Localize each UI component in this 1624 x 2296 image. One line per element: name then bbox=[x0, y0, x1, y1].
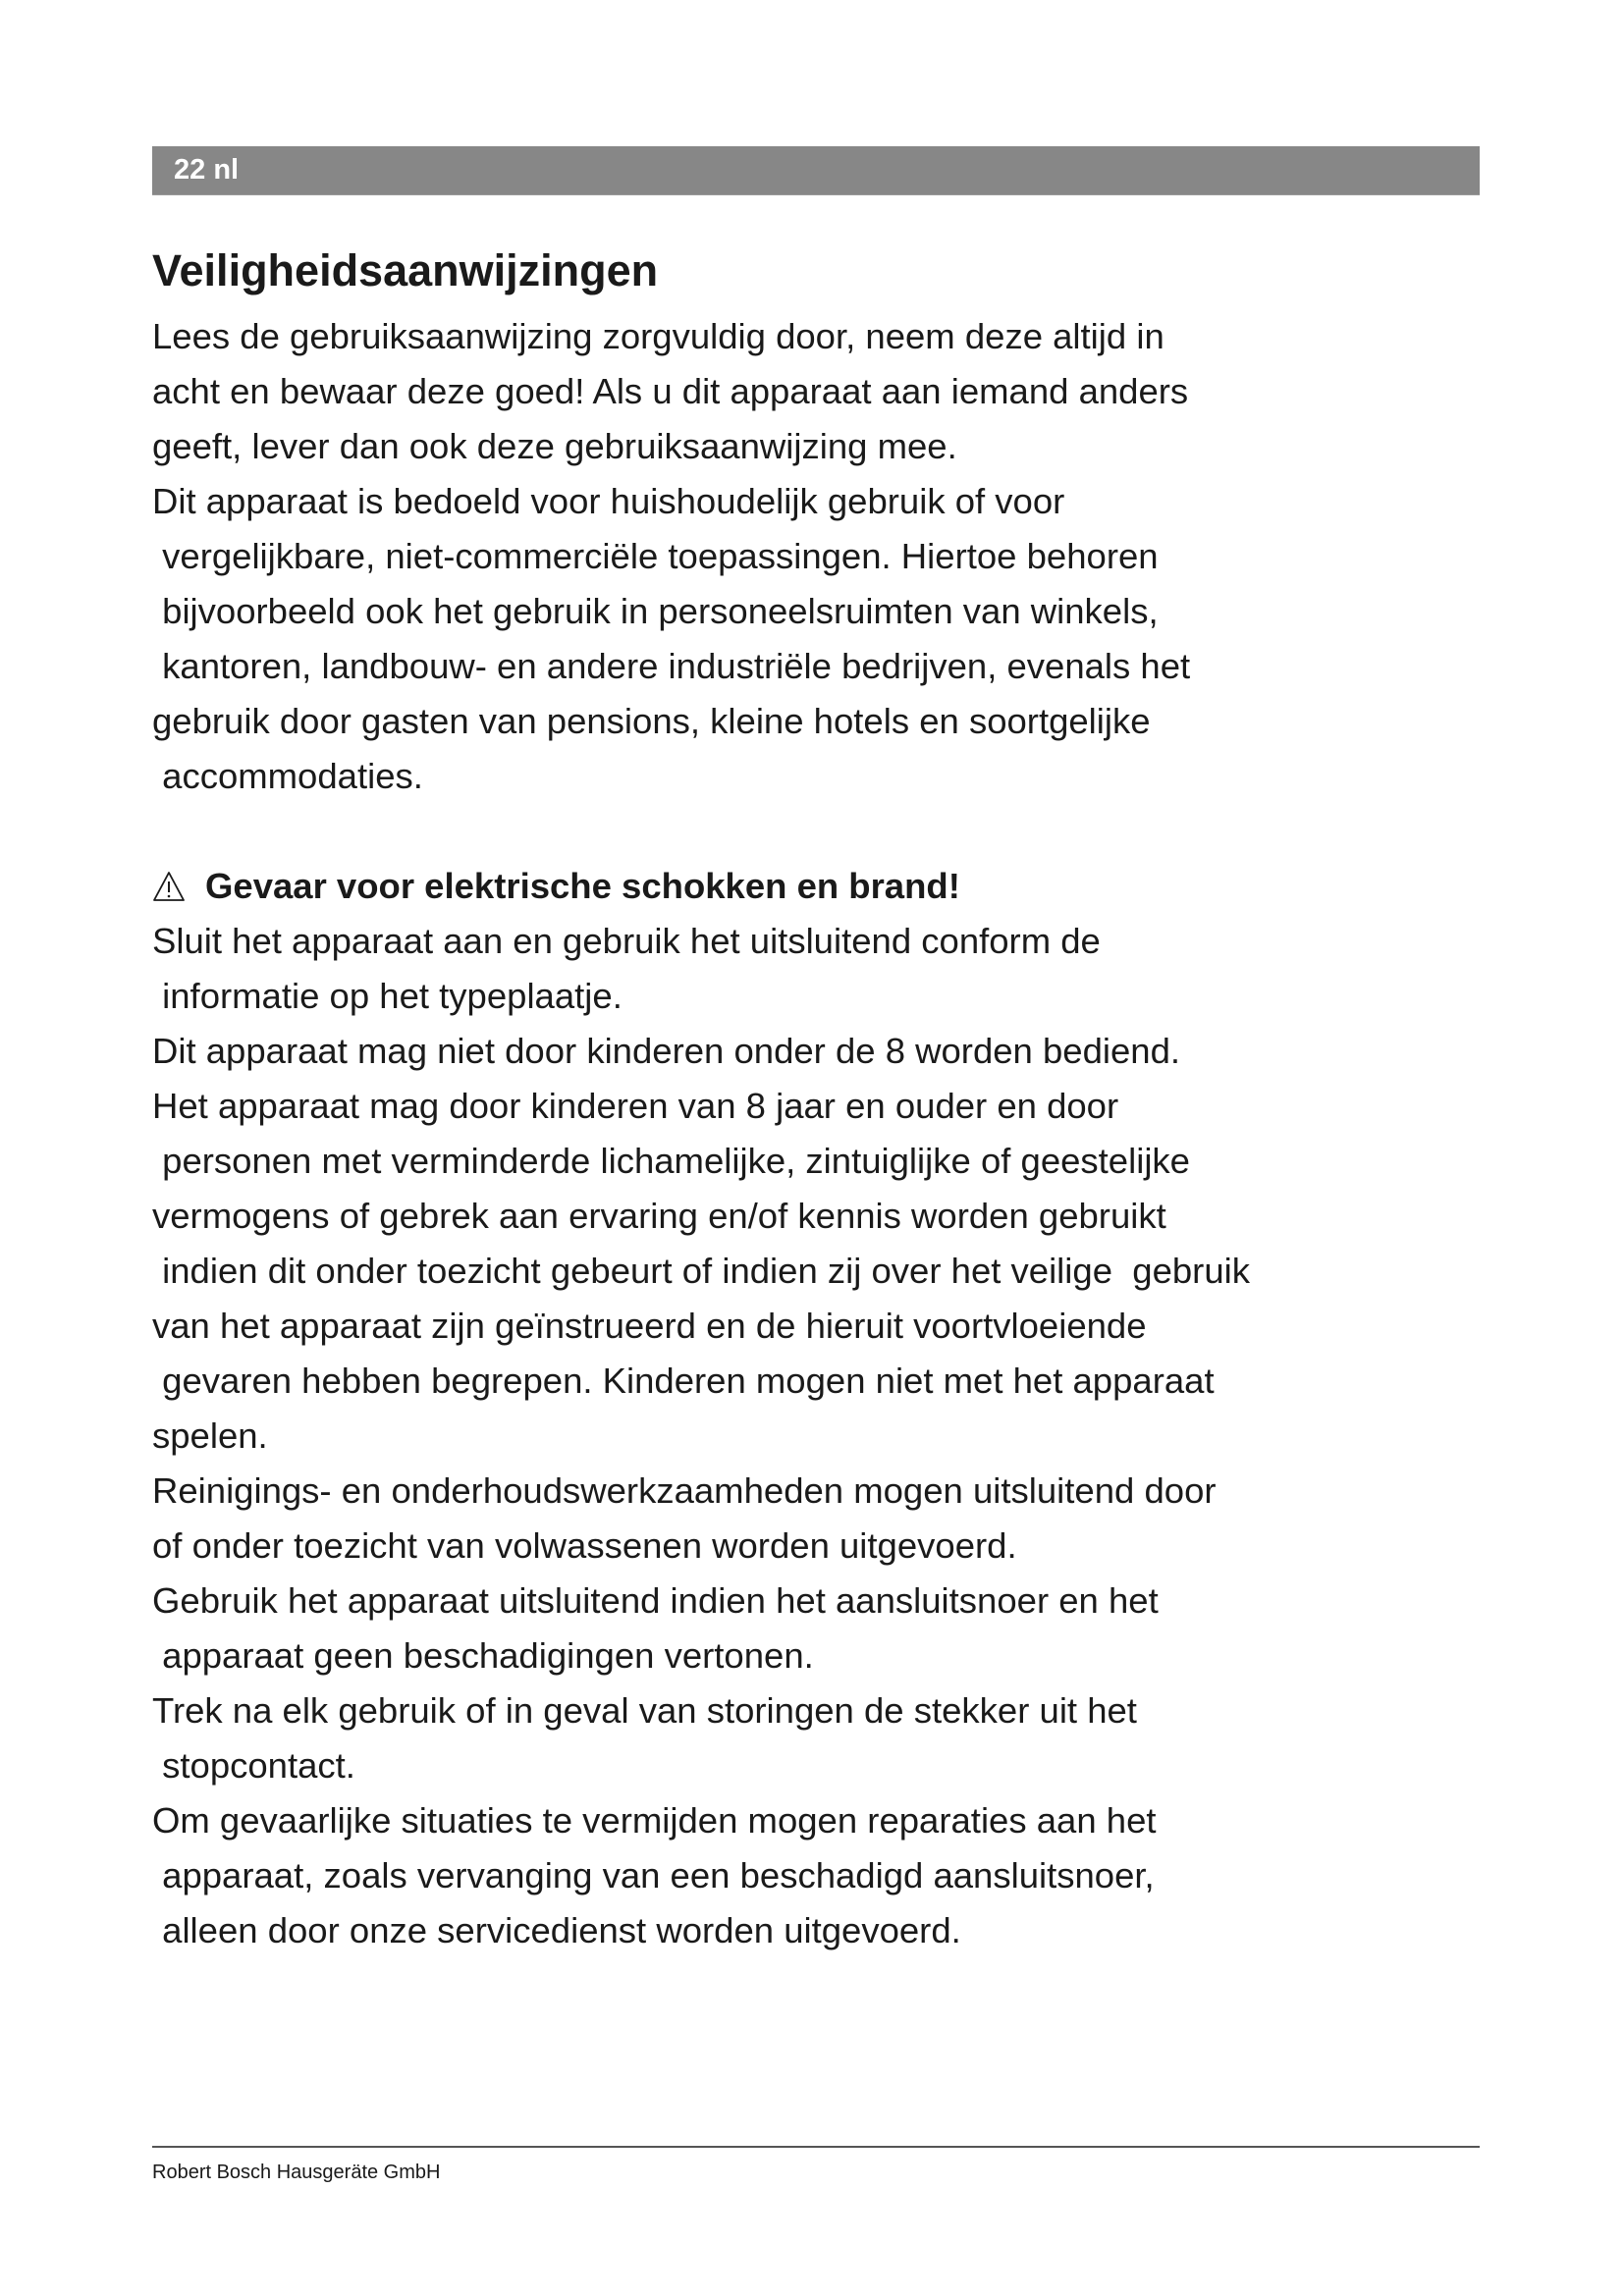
text-line: apparaat, zoals vervanging van een beschadigd aansluitsnoer, bbox=[152, 1855, 1155, 1896]
warning-heading bbox=[152, 859, 1527, 914]
text-line: stopcontact. bbox=[152, 1745, 355, 1786]
text-line: Dit apparaat mag niet door kinderen onder de 8 worden bediend. bbox=[152, 1031, 1181, 1071]
text-line: vergelijkbare, niet-commerciële toepassingen. Hiertoe behoren bbox=[152, 536, 1159, 576]
text-line: spelen. bbox=[152, 1415, 268, 1456]
page-title: Veiligheidsaanwijzingen bbox=[152, 245, 659, 295]
text-line: accommodaties. bbox=[152, 756, 423, 796]
warning-heading-text: Gevaar voor elektrische schokken en brand! bbox=[205, 866, 960, 906]
page-number-label: 22 nl bbox=[174, 154, 240, 186]
text-line: gevaren hebben begrepen. Kinderen mogen niet met het apparaat bbox=[152, 1361, 1215, 1401]
page-header-bar bbox=[152, 146, 1480, 195]
text-line: geeft, lever dan ook deze gebruiksaanwijzing mee. bbox=[152, 426, 957, 466]
text-line: Het apparaat mag door kinderen van 8 jaar en ouder en door bbox=[152, 1086, 1119, 1126]
text-line: gebruik door gasten van pensions, kleine hotels en soortgelijke bbox=[152, 701, 1151, 741]
text-line: Om gevaarlijke situaties te vermijden mogen reparaties aan het bbox=[152, 1800, 1157, 1841]
footer-company: Robert Bosch Hausgeräte GmbH bbox=[152, 2162, 441, 2183]
text-line: of onder toezicht van volwassenen worden uitgevoerd. bbox=[152, 1525, 1017, 1566]
warning-paragraph bbox=[152, 914, 1527, 1958]
text-line: vermogens of gebrek aan ervaring en/of kennis worden gebruikt bbox=[152, 1196, 1166, 1236]
text-line: Reinigings- en onderhoudswerkzaamheden mogen uitsluitend door bbox=[152, 1470, 1217, 1511]
footer-divider bbox=[152, 2146, 1480, 2148]
text-line: Dit apparaat is bedoeld voor huishoudelijk gebruik of voor bbox=[152, 481, 1065, 521]
text-line: indien dit onder toezicht gebeurt of indien zij over het veilige gebruik bbox=[152, 1251, 1250, 1291]
text-line: Sluit het apparaat aan en gebruik het uitsluitend conform de bbox=[152, 921, 1101, 961]
text-line: personen met verminderde lichamelijke, zintuiglijke of geestelijke bbox=[152, 1141, 1190, 1181]
text-line: Trek na elk gebruik of in geval van storingen de stekker uit het bbox=[152, 1690, 1137, 1731]
spacer bbox=[152, 804, 1527, 859]
text-line: informatie op het typeplaatje. bbox=[152, 976, 623, 1016]
document-body bbox=[152, 309, 1527, 1958]
text-line: Lees de gebruiksaanwijzing zorgvuldig door, neem deze altijd in bbox=[152, 316, 1164, 356]
text-line: apparaat geen beschadigingen vertonen. bbox=[152, 1635, 814, 1676]
warning-triangle-icon bbox=[152, 871, 186, 902]
intro-paragraph bbox=[152, 309, 1527, 804]
text-line: kantoren, landbouw- en andere industriële bedrijven, evenals het bbox=[152, 646, 1191, 686]
text-line: van het apparaat zijn geïnstrueerd en de hieruit voortvloeiende bbox=[152, 1306, 1147, 1346]
text-line: Gebruik het apparaat uitsluitend indien het aansluitsnoer en het bbox=[152, 1580, 1159, 1621]
text-line: alleen door onze servicedienst worden uitgevoerd. bbox=[152, 1910, 961, 1950]
text-line: bijvoorbeeld ook het gebruik in personeelsruimten van winkels, bbox=[152, 591, 1159, 631]
text-line: acht en bewaar deze goed! Als u dit apparaat aan iemand anders bbox=[152, 371, 1189, 411]
